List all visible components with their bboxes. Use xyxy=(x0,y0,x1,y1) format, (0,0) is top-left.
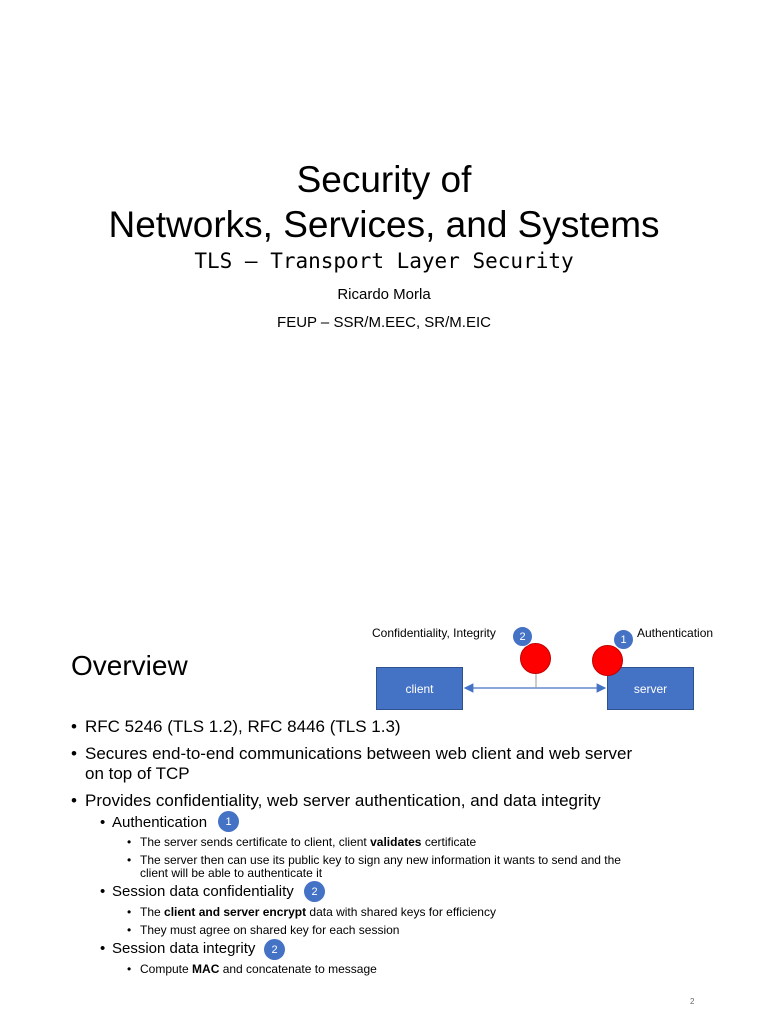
subbullet-authentication-text: Authentication xyxy=(112,814,208,831)
confidentiality-badge: 2 xyxy=(304,881,325,902)
slide-title-line2: Networks, Services, and Systems xyxy=(108,204,660,245)
bullet-secures-text-1: Secures end-to-end communications between web client and web server xyxy=(85,744,633,763)
authentication-marker xyxy=(592,645,623,676)
integ-detail-1: • Compute MAC and concatenate to message xyxy=(127,962,377,976)
conf-detail-2-text: They must agree on shared key for each session xyxy=(140,923,400,937)
integrity-badge: 2 xyxy=(264,939,285,960)
bullet-rfc-text: RFC 5246 (TLS 1.2), RFC 8446 (TLS 1.3) xyxy=(85,717,401,736)
bullet-provides-text: Provides confidentiality, web server authentication, and data integrity xyxy=(85,791,601,810)
badge-1: 1 xyxy=(613,629,634,650)
integ-detail-1-post: and concatenate to message xyxy=(219,962,377,976)
subbullet-confidentiality-text: Session data confidentiality xyxy=(112,883,294,900)
conf-detail-1-bold: client and server encrypt xyxy=(164,905,307,919)
conf-detail-1-pre: The xyxy=(140,905,165,919)
badge-2: 2 xyxy=(512,626,533,647)
slide-subtitle: TLS – Transport Layer Security xyxy=(194,249,574,273)
page-number: 2 xyxy=(690,997,695,1006)
bullet-secures: • Secures end-to-end communications between web client and web server xyxy=(71,744,633,763)
bullet-secures-cont: on top of TCP xyxy=(85,764,190,783)
slide-title-line1: Security of xyxy=(296,159,472,200)
auth-detail-1-pre: The server sends certificate to client, client xyxy=(140,835,371,849)
integ-detail-1-pre: Compute xyxy=(140,962,193,976)
conf-detail-1: • The client and server encrypt data with shared keys for efficiency xyxy=(127,905,496,919)
auth-detail-2-cont: client will be able to authenticate it xyxy=(140,866,323,880)
subbullet-authentication: • Authentication xyxy=(100,814,208,831)
auth-detail-1-bold: validates xyxy=(370,835,422,849)
auth-detail-1-post: certificate xyxy=(421,835,477,849)
server-box: server xyxy=(607,667,694,710)
authentication-badge: 1 xyxy=(218,811,239,832)
bullet-rfc: • RFC 5246 (TLS 1.2), RFC 8446 (TLS 1.3) xyxy=(71,717,401,736)
bullet-provides: • Provides confidentiality, web server authentication, and data integrity xyxy=(71,791,601,810)
auth-detail-2-line1: The server then can use its public key to sign any new information it wants to send and the xyxy=(140,853,621,867)
subbullet-confidentiality: • Session data confidentiality xyxy=(100,883,294,900)
conf-detail-2: • They must agree on shared key for each session xyxy=(127,923,400,937)
authentication-label: Authentication xyxy=(637,626,714,640)
confidentiality-integrity-label: Confidentiality, Integrity xyxy=(372,626,496,640)
confidentiality-marker xyxy=(520,643,551,674)
client-box: client xyxy=(376,667,463,710)
subbullet-integrity: • Session data integrity xyxy=(100,940,256,957)
auth-detail-1: • The server sends certificate to client, client validates certificate xyxy=(127,835,477,849)
auth-detail-2: • The server then can use its public key to sign any new information it wants to send and the xyxy=(127,853,621,867)
integ-detail-1-bold: MAC xyxy=(192,962,220,976)
author-name: Ricardo Morla xyxy=(337,286,431,303)
conf-detail-1-post: data with shared keys for efficiency xyxy=(306,905,496,919)
overview-title: Overview xyxy=(71,650,188,681)
affiliation: FEUP – SSR/M.EEC, SR/M.EIC xyxy=(277,314,491,331)
subbullet-integrity-text: Session data integrity xyxy=(112,940,256,957)
